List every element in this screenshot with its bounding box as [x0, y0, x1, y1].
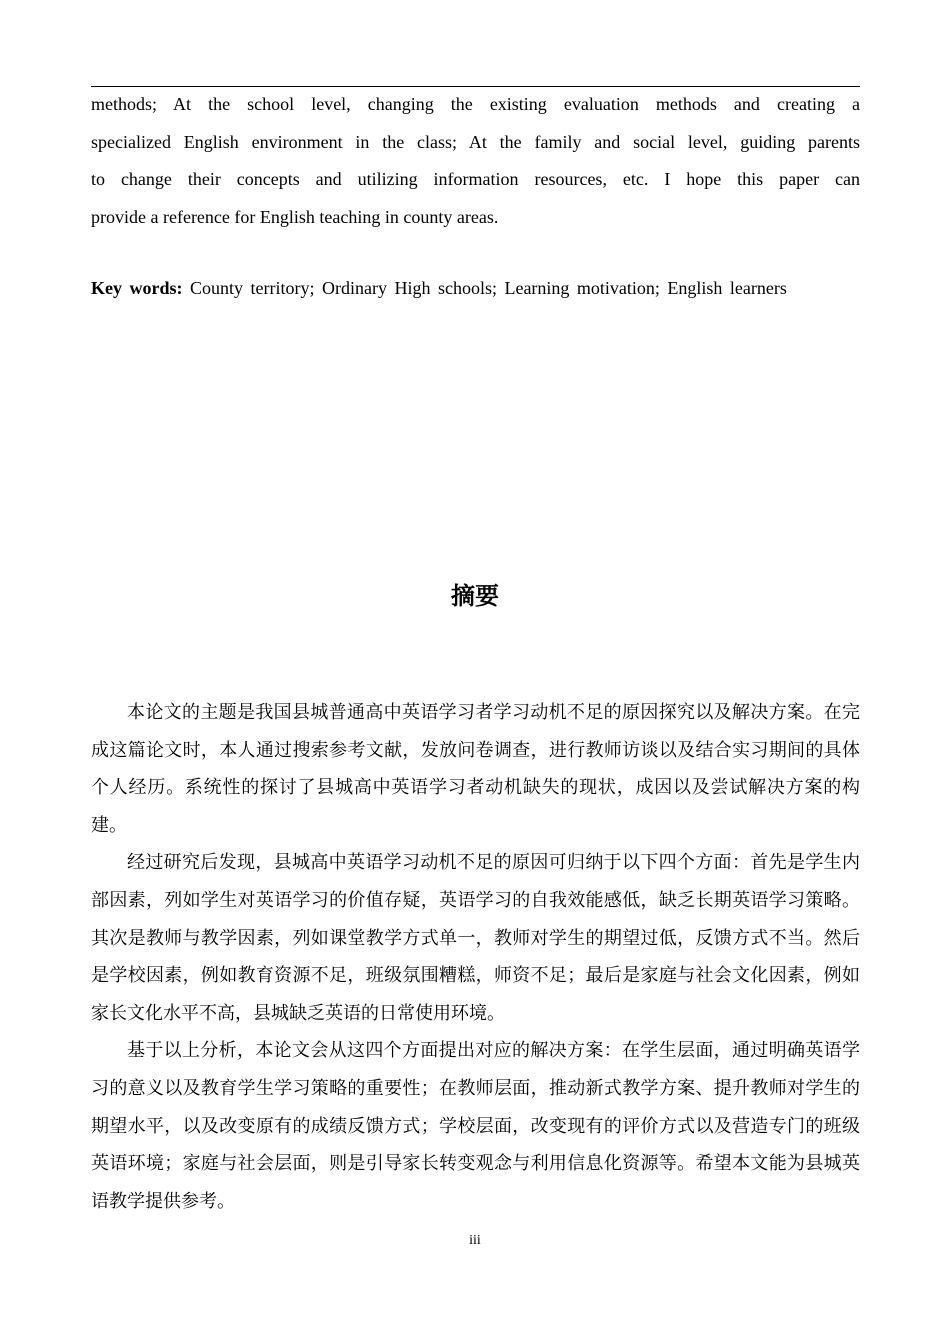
chinese-abstract-paragraph: 基于以上分析，本论文会从这四个方面提出对应的解决方案：在学生层面，通过明确英语学习的意义以及教育学生学习策略的重要性；在教师层面，推动新式教学方案、提升教师对学生的期望水平，以及改变原有的成绩反馈方式；学校层面，改变现有的评价方式以及营造专门的班级英语环境；家庭与社会层面，则是引导家长转变观念与利用信息化资源等。希望本文能为县城英语教学提供参考。 — [91, 1040, 860, 1212]
english-abstract-line: to change their concepts and utilizing information resources, etc. I hope this paper can — [91, 169, 860, 189]
english-abstract-line: methods; At the school level, changing the existing evaluation methods and creating a — [91, 94, 860, 114]
chinese-abstract-body — [91, 694, 860, 1220]
keywords-line — [91, 271, 860, 305]
keywords-label: Key words: — [91, 278, 183, 298]
chinese-abstract-title: 摘要 — [451, 582, 499, 610]
chinese-abstract-paragraph: 经过研究后发现，县城高中英语学习动机不足的原因可归纳于以下四个方面：首先是学生内部因素，列如学生对英语学习的价值存疑，英语学习的自我效能感低，缺乏长期英语学习策略。其次是教师与教学因素，列如课堂教学方式单一，教师对学生的期望过低，反馈方式不当。然后是学校因素，例如教育资源不足，班级氛围糟糕，师资不足；最后是家庭与社会文化因素，例如家长文化水平不高，县城缺乏英语的日常使用环境。 — [91, 852, 860, 1024]
page-number: iii — [469, 1233, 481, 1248]
english-abstract-continuation — [91, 86, 860, 236]
chinese-abstract-paragraph: 本论文的主题是我国县城普通高中英语学习者学习动机不足的原因探究以及解决方案。在完成这篇论文时，本人通过搜索参考文献，发放问卷调查，进行教师访谈以及结合实习期间的具体个人经历。系统性的探讨了县城高中英语学习者动机缺失的现状，成因以及尝试解决方案的构建。 — [91, 702, 860, 836]
keywords-text: County territory; Ordinary High schools; Learning motivation; English learners — [190, 278, 787, 298]
english-abstract-line: specialized English environment in the class; At the family and social level, guiding parents — [91, 131, 860, 152]
english-abstract-line: provide a reference for English teaching in county areas. — [91, 206, 499, 227]
